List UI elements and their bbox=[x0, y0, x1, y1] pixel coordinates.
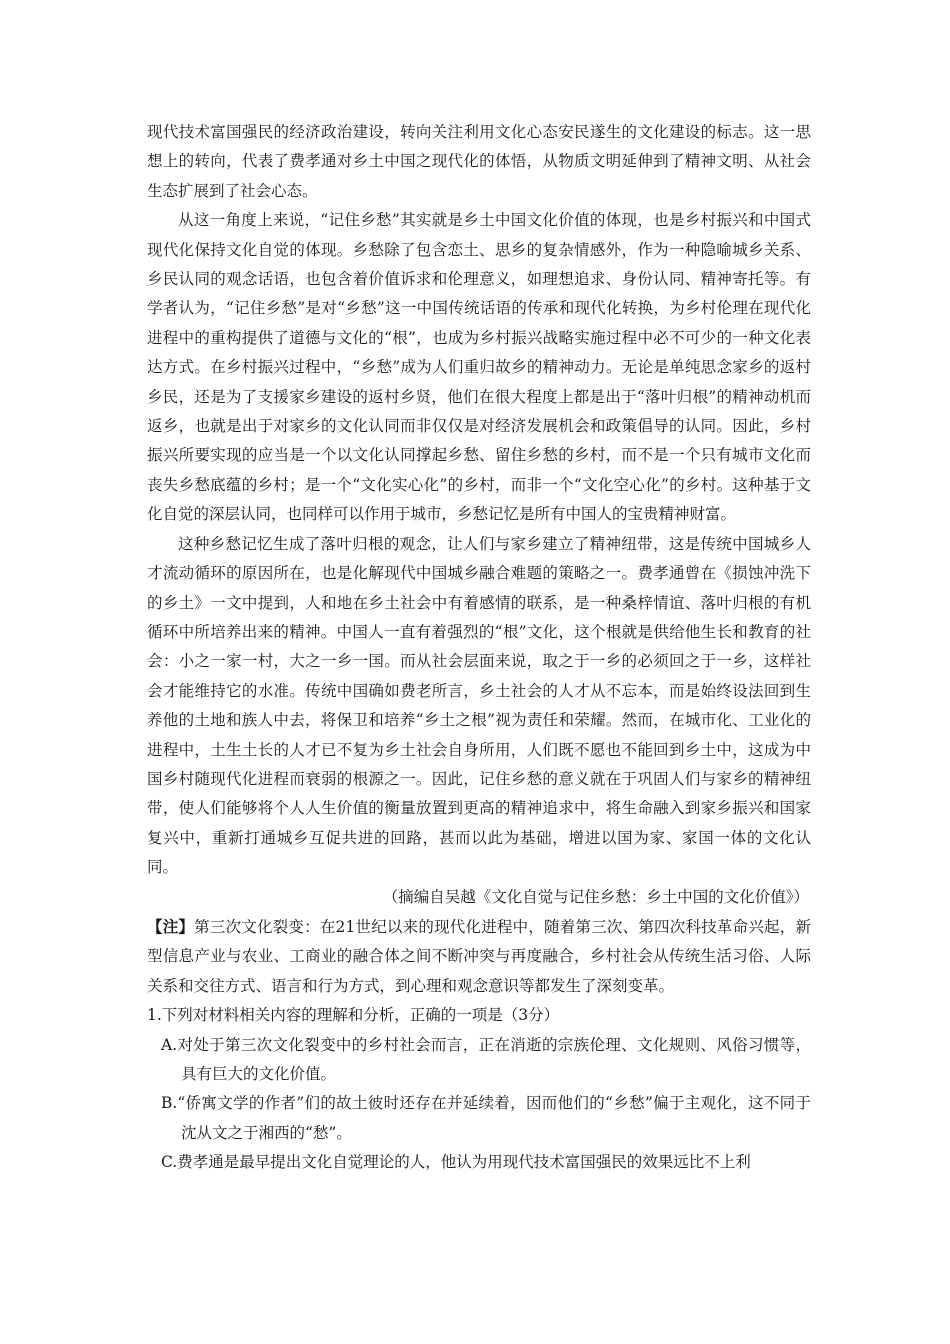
option-a: A.对处于第三次文化裂变中的乡村社会而言，正在消逝的宗族伦理、文化规则、风俗习惯等，具有巨大的文化价值。 bbox=[161, 1035, 811, 1083]
footnote-label: 【注】 bbox=[147, 916, 195, 936]
paragraph-rural-nostalgia: 从这一角度上来说，“记住乡愁”其实就是乡土中国文化价值的体现，也是乡村振兴和中国式现代化保持文化自觉的体现。乡愁除了包含恋土、思乡的复杂情感外，作为一种隐喻城乡关系、乡民认同的观念话语，也包含着价值诉求和伦理意义，如理想追求、身份认同、精神寄托等。有学者认为，“记住乡愁”是对“乡愁”这一中国传统话语的传承和现代化转换，为乡村伦理在现代化进程中的重构提供了道德与文化的“根”，也成为乡村振兴战略实施过程中必不可少的一种文化表达方式。在乡村振兴过程中，“乡愁”成为人们重归故乡的精神动力。无论是单纯思念家乡的返村乡民，还是为了支援家乡建设的返村乡贤，他们在很大程度上都是出于“落叶归根”的精神动机而返乡，也就是出于对家乡的文化认同而非仅仅是对经济发展机会和政策倡导的认同。因此，乡村振兴所要实现的应当是一个以文化认同撑起乡愁、留住乡愁的乡村，而不是一个只有城市文化而丧失乡愁底蕴的乡村；是一个“文化实心化”的乡村，而非一个“文化空心化”的乡村。这种基于文化自觉的深层认同，也同样可以作用于城市，乡愁记忆是所有中国人的宝贵精神财富。 bbox=[147, 211, 811, 524]
footnote bbox=[147, 912, 811, 1001]
option-c: C.费孝通是最早提出文化自觉理论的人，他认为用现代技术富国强民的效果远比不上利 bbox=[161, 1153, 751, 1172]
document-body bbox=[147, 118, 811, 1178]
source-citation: （摘编自吴越《文化自觉与记住乡愁：乡土中国的文化价值》） bbox=[382, 887, 809, 906]
option-b: B.“侨寓文学的作者”们的故土彼时还存在并延续着，因而他们的“乡愁”偏于主观化，这不同于沈从文之于湘西的“愁”。 bbox=[161, 1094, 811, 1142]
paragraph-spiritual-bond: 这种乡愁记忆生成了落叶归根的观念，让人们与家乡建立了精神纽带，这是传统中国城乡人才流动循环的原因所在，也是化解现代中国城乡融合难题的策略之一。费孝通曾在《损蚀冲洗下的乡土》一文中提到，人和地在乡土社会中有着感情的联系，是一种桑梓情谊、落叶归根的有机循环中所培养出来的精神。中国人一直有着强烈的“根”文化，这个根就是供给他生长和教育的社会：小之一家一村，大之一乡一国。而从社会层面来说，取之于一乡的必须回之于一乡，这样社会才能维持它的水准。传统中国确如费老所言，乡土社会的人才从不忘本，而是始终设法回到生养他的土地和族人中去，将保卫和培养“乡土之根”视为责任和荣耀。然而，在城市化、工业化的进程中，土生土长的人才已不复为乡土社会自身所用，人们既不愿也不能回到乡土中，这成为中国乡村随现代化进程而衰弱的根源之一。因此，记住乡愁的意义就在于巩固人们与家乡的精神纽带，使人们能够将个人人生价值的衡量放置到更高的精神追求中，将生命融入到家乡振兴和国家复兴中，重新打通城乡互促共进的回路，甚而以此为基础，增进以国为家、家国一体的文化认同。 bbox=[147, 534, 811, 877]
question-stem: 1.下列对材料相关内容的理解和分析，正确的一项是（3分） bbox=[147, 1006, 560, 1025]
footnote-text: 第三次文化裂变：在21世纪以来的现代化进程中，随着第三次、第四次科技革命兴起，新型信息产业与农业、工商业的融合体之间不断冲突与再度融合，乡村社会从传统生活习俗、人际关系和交往方式、语言和行为方式，到心理和观念意识等都发生了深刻变革。 bbox=[147, 917, 811, 995]
paragraph-continued: 现代技术富国强民的经济政治建设，转向关注利用文化心态安民遂生的文化建设的标志。这一思想上的转向，代表了费孝通对乡土中国之现代化的体悟，从物质文明延伸到了精神文明、从社会生态扩展到了社会心态。 bbox=[147, 123, 811, 200]
